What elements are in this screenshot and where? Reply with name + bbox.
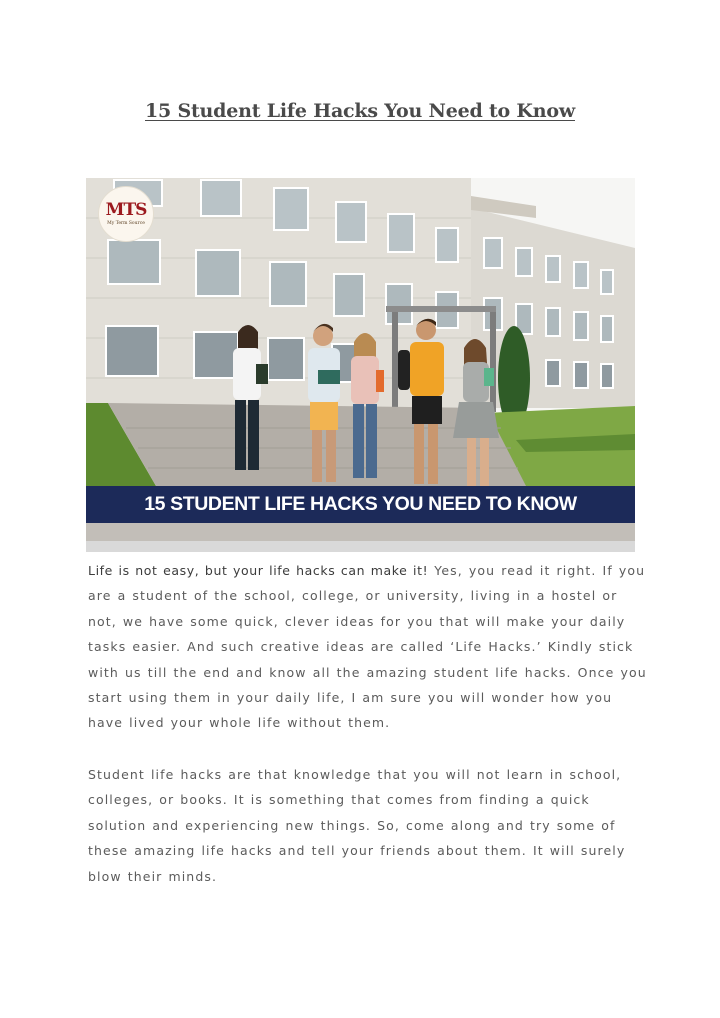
logo-subtitle: My Term Source [107,221,145,226]
intro-body: Yes, you read it right. If you are a student of the school, college, or university, living in a hostel or not, we have some quick, clever ideas for you that will make your daily tasks easier. And such creative ideas are called ‘Life Hacks.’ Kindly stick with us till the end and know all the amazing student life hacks. Once you start using them in your daily life, I am sure you will wonder how you have lived your whole life without them. [88,563,647,731]
logo-mark: MTS [105,200,147,220]
hero-image [86,178,635,552]
intro-lead-sentence: Life is not easy, but your life hacks can make it! [88,563,429,578]
intro-paragraph [88,558,648,736]
brand-logo [98,186,154,242]
document-title: 15 Student Life Hacks You Need to Know [145,100,575,122]
second-paragraph: Student life hacks are that knowledge that you will not learn in school, colleges, or books. It is something that comes from finding a quick solution and experiencing new things. So, come along and try some of these amazing life hacks and tell your friends about them. It will surely blow their minds. [88,767,626,884]
banner-title: 15 STUDENT LIFE HACKS YOU NEED TO KNOW [144,493,577,515]
